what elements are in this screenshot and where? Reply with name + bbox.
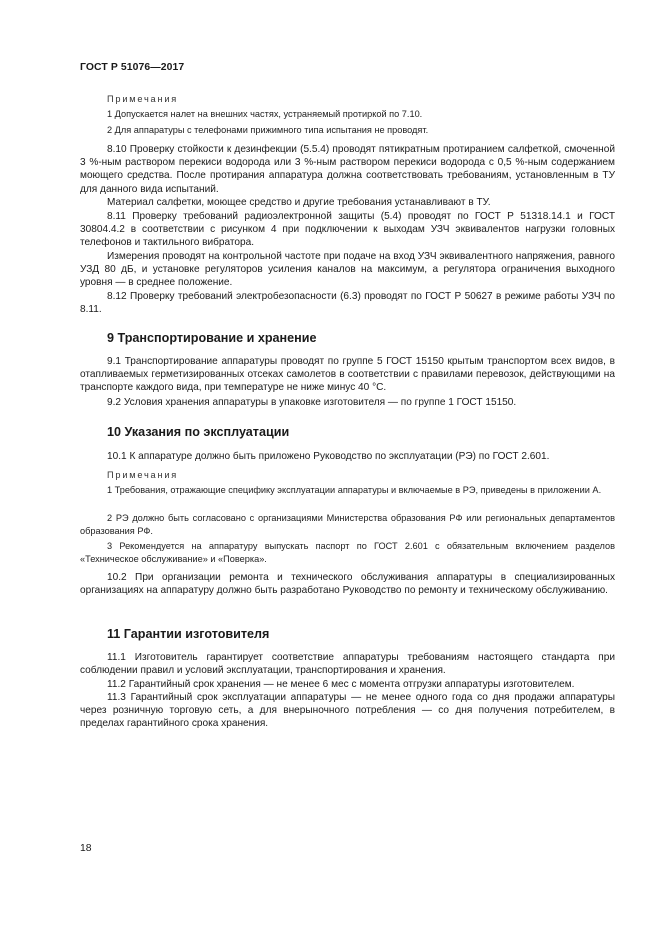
document-header: ГОСТ Р 51076—2017 — [80, 62, 185, 73]
note-item: 1 Допускается налет на внешних частях, устраняемый протиркой по 7.10. — [107, 109, 423, 119]
paragraph-8-10: 8.10 Проверку стойкости к дезинфекции (5.5.4) проводят пятикратным протиранием салфеткой, смоченной 3 %-ным раствором перекиси водорода или 3 %-ным раствором перекиси водорода с 0,5 %-ным содержанием моющего средства. После протирания аппаратура должна соответствовать требованиям, установленным в ТУ для данного вида испытаний. — [80, 144, 615, 195]
note-item: 3 Рекомендуется на аппаратуру выпускать паспорт по ГОСТ 2.601 с обязательным включением разделов «Техническое обслуживание» и «Поверка». — [80, 541, 615, 564]
paragraph-8-11-measure: Измерения проводят на контрольной частоте при подаче на вход УЗЧ эквивалентного напряжения, равного УЗД 80 дБ, и установке регуляторов усиления каналов на максимум, а регулятора ограничения выходного уровня — в среднее положение. — [80, 251, 615, 289]
note-item: 1 Требования, отражающие специфику эксплуатации аппаратуры и включаемые в РЭ, приведены в приложении А. — [107, 485, 602, 495]
paragraph-10-2: 10.2 При организации ремонта и технического обслуживания аппаратуры в специализированных организациях на аппаратуру должно быть разработано Руководство по ремонту и техническому обслуживанию. — [80, 572, 615, 597]
paragraph-11-1: 11.1 Изготовитель гарантирует соответствие аппаратуры требованиям настоящего стандарта при соблюдении правил и условий эксплуатации, транспортирования и хранения. — [80, 652, 615, 677]
paragraph-10-1: 10.1 К аппаратуре должно быть приложено Руководство по эксплуатации (РЭ) по ГОСТ 2.601. — [107, 451, 550, 462]
paragraph-8-10-material: Материал салфетки, моющее средство и другие требования устанавливают в ТУ. — [107, 197, 491, 208]
page-number: 18 — [80, 843, 92, 854]
paragraph-9-2: 9.2 Условия хранения аппаратуры в упаковке изготовителя — по группе 1 ГОСТ 15150. — [107, 397, 517, 408]
notes-title: Примечания — [107, 470, 179, 480]
note-item: 2 РЭ должно быть согласовано с организациями Министерства образования РФ или региональных департаментов образования РФ. — [80, 513, 615, 536]
section-9-title: 9 Транспортирование и хранение — [107, 331, 317, 345]
paragraph-8-12: 8.12 Проверку требований электробезопасности (6.3) проводят по ГОСТ Р 50627 в режиме работы УЗЧ по 8.11. — [80, 291, 615, 316]
notes-title: Примечания — [107, 94, 179, 104]
note-item: 2 Для аппаратуры с телефонами прижимного типа испытания не проводят. — [107, 125, 429, 135]
paragraph-8-11: 8.11 Проверку требований радиоэлектронной защиты (5.4) проводят по ГОСТ Р 51318.14.1 и ГОСТ 30804.4.2 в соответствии с рисунком 4 при подключении к выходам УЗЧ эквивалентов нагрузки головных телефонов и тактильного вибратора. — [80, 211, 615, 249]
section-10-title: 10 Указания по эксплуатации — [107, 425, 290, 439]
section-11-title: 11 Гарантии изготовителя — [107, 627, 270, 641]
paragraph-11-3: 11.3 Гарантийный срок эксплуатации аппаратуры — не менее одного года со дня продажи аппаратуры через розничную торговую сеть, а для внерыночного потребления — со дня получения потребителем, в пределах гарантийного срока хранения. — [80, 692, 615, 730]
paragraph-9-1: 9.1 Транспортирование аппаратуры проводят по группе 5 ГОСТ 15150 крытым транспортом всех видов, в отапливаемых герметизированных отсеках самолетов в соответствии с правилами перевозок, действующими на транспорте каждого вида, при температуре не ниже минус 40 °С. — [80, 356, 615, 394]
paragraph-11-2: 11.2 Гарантийный срок хранения — не менее 6 мес с момента отгрузки аппаратуры изготовителем. — [107, 679, 575, 690]
